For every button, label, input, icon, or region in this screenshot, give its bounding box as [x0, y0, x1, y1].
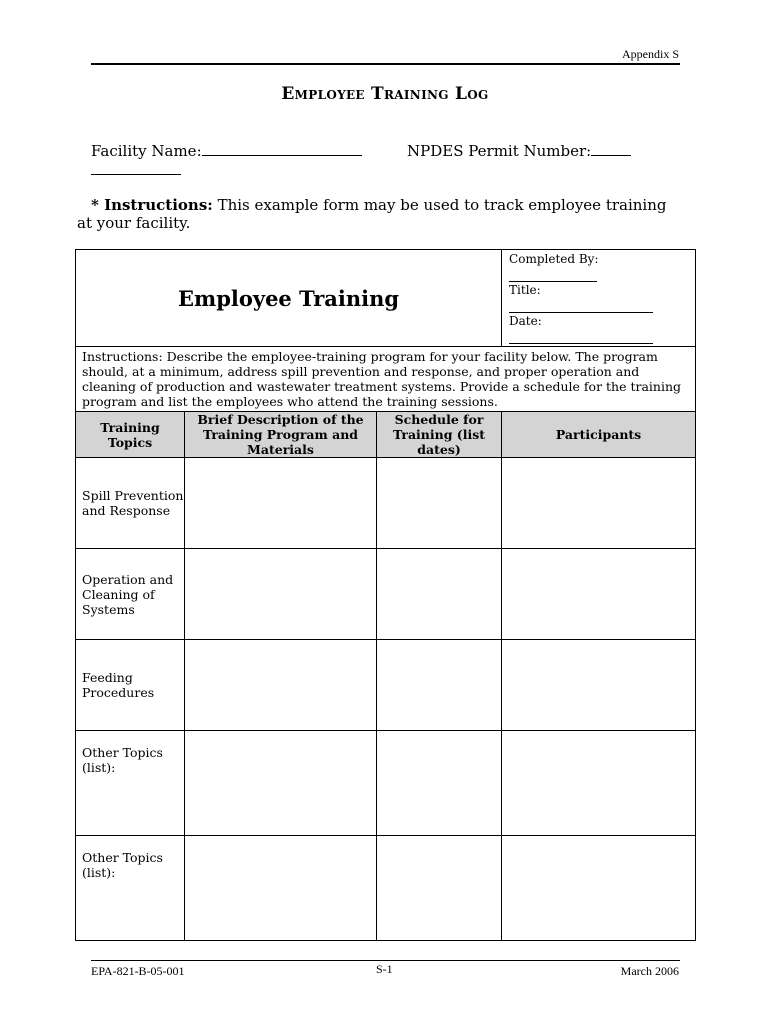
table-row	[76, 549, 696, 640]
footer-doc-id: EPA-821-B-05-001	[91, 964, 185, 978]
participants-cell[interactable]	[502, 549, 696, 640]
training-log-table	[75, 249, 696, 941]
appendix-label: Appendix S	[622, 47, 679, 61]
schedule-cell[interactable]	[377, 458, 502, 549]
schedule-cell[interactable]	[377, 731, 502, 836]
col-training-topics: Training Topics	[76, 412, 185, 458]
topic-cell: Other Topics (list):	[76, 731, 185, 836]
topic-cell: Operation and Cleaning of Systems	[76, 549, 185, 640]
schedule-cell[interactable]	[377, 640, 502, 731]
description-cell[interactable]	[185, 640, 377, 731]
participants-cell[interactable]	[502, 836, 696, 941]
npdes-permit-blank-continued[interactable]	[91, 174, 181, 175]
npdes-permit-blank[interactable]	[591, 141, 631, 156]
instructions-text-line2: at your facility.	[77, 214, 191, 232]
document-title: Employee Training Log	[281, 84, 489, 104]
instructions-paragraph	[77, 196, 686, 232]
title-label: Title:	[509, 283, 541, 297]
form-instructions: Instructions: Describe the employee-training program for your facility below. The program should, at a minimum, address spill prevention and response, and proper operation and cleaning of production and wastewater treatment systems. Provide a schedule for the training program and list the employees who attend the training sessions.	[76, 347, 696, 412]
facility-name-blank[interactable]	[202, 141, 362, 156]
footer-date: March 2006	[620, 964, 679, 978]
form-title: Employee Training	[76, 250, 502, 347]
topic-cell: Other Topics (list):	[76, 836, 185, 941]
instructions-text-line1: This example form may be used to track employee training	[212, 196, 667, 214]
completed-by-block	[502, 250, 696, 347]
table-row	[76, 458, 696, 549]
description-cell[interactable]	[185, 549, 377, 640]
description-cell[interactable]	[185, 731, 377, 836]
table-row	[76, 640, 696, 731]
facility-name-field[interactable]	[91, 141, 362, 160]
schedule-cell[interactable]	[377, 549, 502, 640]
topic-cell: Feeding Procedures	[76, 640, 185, 731]
col-schedule: Schedule for Training (list dates)	[377, 412, 502, 458]
table-row	[76, 836, 696, 941]
description-cell[interactable]	[185, 458, 377, 549]
npdes-permit-label: NPDES Permit Number:	[407, 142, 592, 160]
completed-by-label: Completed By:	[509, 252, 599, 266]
header-rule	[91, 63, 680, 65]
npdes-permit-field[interactable]	[407, 141, 631, 160]
footer-page-number: S-1	[376, 962, 393, 976]
col-participants: Participants	[502, 412, 696, 458]
description-cell[interactable]	[185, 836, 377, 941]
date-label: Date:	[509, 314, 542, 328]
participants-cell[interactable]	[502, 640, 696, 731]
footer-rule	[91, 960, 680, 961]
instructions-label: * Instructions:	[91, 196, 213, 214]
facility-name-label: Facility Name:	[91, 142, 202, 160]
topic-cell: Spill Prevention and Response	[76, 458, 185, 549]
date-blank[interactable]	[509, 329, 653, 344]
col-brief-description: Brief Description of the Training Program and Materials	[185, 412, 377, 458]
table-row	[76, 731, 696, 836]
title-blank[interactable]	[509, 298, 653, 313]
schedule-cell[interactable]	[377, 836, 502, 941]
participants-cell[interactable]	[502, 731, 696, 836]
completed-by-blank[interactable]	[509, 267, 597, 282]
participants-cell[interactable]	[502, 458, 696, 549]
